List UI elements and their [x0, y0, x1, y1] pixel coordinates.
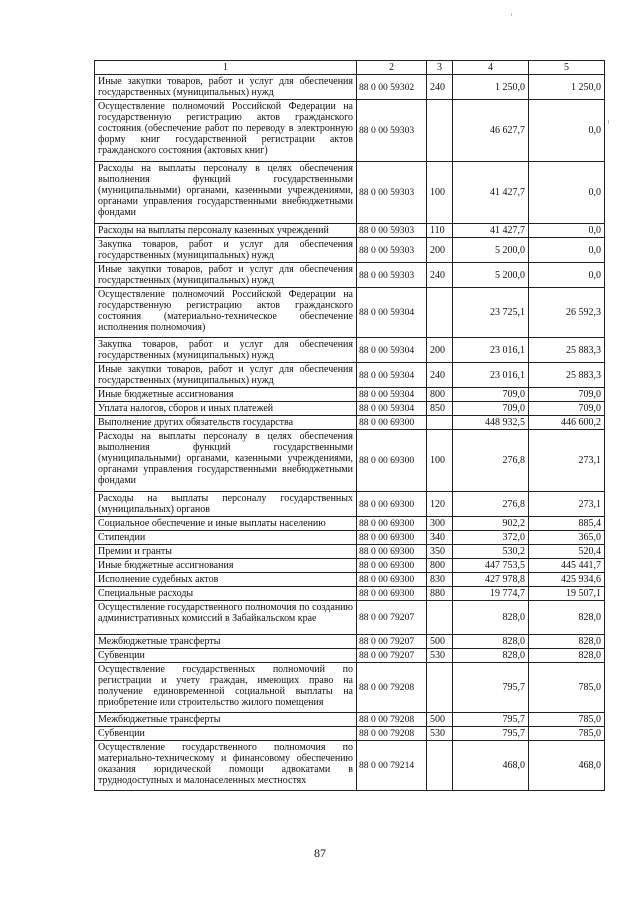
- row-expense-type: [427, 100, 453, 162]
- row-name: Иные закупки товаров, работ и услуг для обеспечения государственных (муниципальных) нужд: [95, 75, 357, 100]
- row-amount-col4: 448 932,5: [453, 416, 529, 430]
- row-amount-col5: 0,0: [529, 263, 605, 288]
- table-body: [95, 61, 605, 791]
- table-row: [95, 416, 605, 430]
- table-row: [95, 517, 605, 531]
- row-code: 88 0 00 59304: [357, 338, 427, 363]
- row-code: 88 0 00 69300: [357, 559, 427, 573]
- row-code: 88 0 00 59304: [357, 288, 427, 338]
- row-name: Осуществление государственного полномочия по созданию административных комиссий в Забайкальском крае: [95, 601, 357, 635]
- row-name: Социальное обеспечение и иные выплаты населению: [95, 517, 357, 531]
- row-name: Межбюджетные трансферты: [95, 635, 357, 649]
- row-expense-type: 200: [427, 238, 453, 263]
- row-amount-col4: 795,7: [453, 713, 529, 727]
- row-amount-col5: 1 250,0: [529, 75, 605, 100]
- row-amount-col4: 276,8: [453, 492, 529, 517]
- row-amount-col5: 19 507,1: [529, 587, 605, 601]
- row-code: 88 0 00 69300: [357, 531, 427, 545]
- row-code: 88 0 00 79208: [357, 727, 427, 741]
- row-name: Выполнение других обязательств государства: [95, 416, 357, 430]
- row-amount-col5: 785,0: [529, 713, 605, 727]
- row-amount-col5: 0,0: [529, 100, 605, 162]
- row-name: Иные бюджетные ассигнования: [95, 559, 357, 573]
- row-expense-type: 350: [427, 545, 453, 559]
- table-row: [95, 224, 605, 238]
- row-amount-col4: 795,7: [453, 727, 529, 741]
- table-row: [95, 492, 605, 517]
- row-amount-col5: 885,4: [529, 517, 605, 531]
- table-row: [95, 663, 605, 713]
- row-amount-col5: 828,0: [529, 649, 605, 663]
- header-col-5: 5: [529, 61, 605, 75]
- row-name: Осуществление полномочий Российской Федерации на государственную регистрацию актов гражданского состояния (обеспечение работ по переводу в электронную форму книг государственной регистрации актов гражданского состояния (актовых книг): [95, 100, 357, 162]
- row-name: Осуществление полномочий Российской Федерации на государственную регистрацию актов гражданского состояния (материально-техническое обеспечение исполнения полномочия): [95, 288, 357, 338]
- row-amount-col4: 23 016,1: [453, 363, 529, 388]
- row-amount-col4: 828,0: [453, 601, 529, 635]
- row-name: Закупка товаров, работ и услуг для обеспечения государственных (муниципальных) нужд: [95, 338, 357, 363]
- row-amount-col4: 276,8: [453, 430, 529, 492]
- row-amount-col5: 0,0: [529, 162, 605, 224]
- row-amount-col4: 427 978,8: [453, 573, 529, 587]
- row-code: 88 0 00 79207: [357, 649, 427, 663]
- row-name: Расходы на выплаты персоналу в целях обеспечения выполнения функций государственными (муниципальными) органами, казенными учреждениями, органами управления государственными внебюджетными фондами: [95, 162, 357, 224]
- row-name: Осуществление государственных полномочий по регистрации и учету граждан, имеющих право на получение единовременной социальной выплаты на приобретение или строительство жилого помещения: [95, 663, 357, 713]
- row-amount-col4: 795,7: [453, 663, 529, 713]
- row-code: 88 0 00 79207: [357, 635, 427, 649]
- row-name: Закупка товаров, работ и услуг для обеспечения государственных (муниципальных) нужд: [95, 238, 357, 263]
- row-code: 88 0 00 59303: [357, 100, 427, 162]
- table-row: [95, 727, 605, 741]
- row-code: 88 0 00 69300: [357, 430, 427, 492]
- row-amount-col4: 372,0: [453, 531, 529, 545]
- row-code: 88 0 00 69300: [357, 517, 427, 531]
- row-amount-col4: 709,0: [453, 402, 529, 416]
- row-name: Межбюджетные трансферты: [95, 713, 357, 727]
- row-code: 88 0 00 69300: [357, 492, 427, 517]
- row-expense-type: 500: [427, 713, 453, 727]
- scan-speck: [511, 13, 512, 16]
- row-code: 88 0 00 69300: [357, 545, 427, 559]
- row-amount-col4: 41 427,7: [453, 162, 529, 224]
- row-name: Уплата налогов, сборов и иных платежей: [95, 402, 357, 416]
- row-code: 88 0 00 69300: [357, 416, 427, 430]
- row-expense-type: 240: [427, 263, 453, 288]
- row-code: 88 0 00 59303: [357, 238, 427, 263]
- table-row: [95, 559, 605, 573]
- header-col-3: 3: [427, 61, 453, 75]
- row-amount-col5: 785,0: [529, 663, 605, 713]
- row-expense-type: [427, 601, 453, 635]
- row-expense-type: [427, 741, 453, 791]
- row-code: 88 0 00 69300: [357, 573, 427, 587]
- row-name: Расходы на выплаты персоналу в целях обеспечения выполнения функций государственными (муниципальными) органами, казенными учреждениями, органами управления государственными внебюджетными фондами: [95, 430, 357, 492]
- table-row: [95, 587, 605, 601]
- scan-speck: [608, 120, 609, 124]
- row-amount-col5: 468,0: [529, 741, 605, 791]
- row-amount-col5: 828,0: [529, 635, 605, 649]
- row-code: 88 0 00 79208: [357, 713, 427, 727]
- row-expense-type: [427, 663, 453, 713]
- table-row: [95, 573, 605, 587]
- row-amount-col5: 709,0: [529, 388, 605, 402]
- row-amount-col4: 41 427,7: [453, 224, 529, 238]
- row-expense-type: 530: [427, 727, 453, 741]
- table-row: [95, 162, 605, 224]
- row-expense-type: 850: [427, 402, 453, 416]
- row-amount-col5: 273,1: [529, 492, 605, 517]
- row-name: Субвенции: [95, 727, 357, 741]
- row-amount-col5: 0,0: [529, 238, 605, 263]
- row-amount-col5: 445 441,7: [529, 559, 605, 573]
- row-name: Расходы на выплаты персоналу казенных учреждений: [95, 224, 357, 238]
- header-col-1: 1: [95, 61, 357, 75]
- table-row: [95, 430, 605, 492]
- budget-table: [94, 60, 605, 791]
- table-row: [95, 402, 605, 416]
- row-amount-col5: 365,0: [529, 531, 605, 545]
- table-row: [95, 601, 605, 635]
- row-amount-col4: 5 200,0: [453, 263, 529, 288]
- header-col-4: 4: [453, 61, 529, 75]
- row-name: Расходы на выплаты персоналу государственных (муниципальных) органов: [95, 492, 357, 517]
- row-amount-col5: 828,0: [529, 601, 605, 635]
- row-expense-type: 800: [427, 559, 453, 573]
- row-name: Иные бюджетные ассигнования: [95, 388, 357, 402]
- table-row: [95, 545, 605, 559]
- table-row: [95, 388, 605, 402]
- row-name: Исполнение судебных актов: [95, 573, 357, 587]
- row-code: 88 0 00 59303: [357, 162, 427, 224]
- row-amount-col4: 902,2: [453, 517, 529, 531]
- row-expense-type: 100: [427, 430, 453, 492]
- table-row: [95, 363, 605, 388]
- row-code: 88 0 00 59304: [357, 402, 427, 416]
- row-expense-type: 800: [427, 388, 453, 402]
- row-name: Специальные расходы: [95, 587, 357, 601]
- row-expense-type: 340: [427, 531, 453, 545]
- row-amount-col4: 828,0: [453, 635, 529, 649]
- table-row: [95, 338, 605, 363]
- row-code: 88 0 00 59302: [357, 75, 427, 100]
- table-row: [95, 635, 605, 649]
- row-code: 88 0 00 79208: [357, 663, 427, 713]
- row-expense-type: 830: [427, 573, 453, 587]
- row-name: Иные закупки товаров, работ и услуг для обеспечения государственных (муниципальных) нужд: [95, 263, 357, 288]
- row-code: 88 0 00 59303: [357, 263, 427, 288]
- row-amount-col4: 5 200,0: [453, 238, 529, 263]
- row-amount-col5: 520,4: [529, 545, 605, 559]
- row-code: 88 0 00 59303: [357, 224, 427, 238]
- table-row: [95, 741, 605, 791]
- row-name: Иные закупки товаров, работ и услуг для обеспечения государственных (муниципальных) нужд: [95, 363, 357, 388]
- row-expense-type: 300: [427, 517, 453, 531]
- row-amount-col5: 709,0: [529, 402, 605, 416]
- row-amount-col4: 468,0: [453, 741, 529, 791]
- row-expense-type: 240: [427, 363, 453, 388]
- row-amount-col5: 25 883,3: [529, 338, 605, 363]
- table-row: [95, 100, 605, 162]
- row-expense-type: 500: [427, 635, 453, 649]
- row-amount-col4: 530,2: [453, 545, 529, 559]
- row-amount-col4: 1 250,0: [453, 75, 529, 100]
- table-row: [95, 288, 605, 338]
- table-row: [95, 75, 605, 100]
- row-amount-col4: 23 725,1: [453, 288, 529, 338]
- row-expense-type: [427, 288, 453, 338]
- row-expense-type: 240: [427, 75, 453, 100]
- row-code: 88 0 00 59304: [357, 388, 427, 402]
- row-name: Премии и гранты: [95, 545, 357, 559]
- row-amount-col4: 23 016,1: [453, 338, 529, 363]
- row-code: 88 0 00 69300: [357, 587, 427, 601]
- row-amount-col4: 19 774,7: [453, 587, 529, 601]
- row-code: 88 0 00 59304: [357, 363, 427, 388]
- row-expense-type: 100: [427, 162, 453, 224]
- row-amount-col5: 446 600,2: [529, 416, 605, 430]
- row-amount-col5: 273,1: [529, 430, 605, 492]
- row-code: 88 0 00 79207: [357, 601, 427, 635]
- row-expense-type: 880: [427, 587, 453, 601]
- row-amount-col4: 46 627,7: [453, 100, 529, 162]
- row-expense-type: 120: [427, 492, 453, 517]
- row-amount-col5: 425 934,6: [529, 573, 605, 587]
- table-header-row: [95, 61, 605, 75]
- table-row: [95, 531, 605, 545]
- table-row: [95, 649, 605, 663]
- header-col-2: 2: [357, 61, 427, 75]
- row-amount-col5: 26 592,3: [529, 288, 605, 338]
- table-row: [95, 263, 605, 288]
- row-expense-type: 200: [427, 338, 453, 363]
- row-name: Субвенции: [95, 649, 357, 663]
- row-amount-col5: 785,0: [529, 727, 605, 741]
- row-expense-type: 110: [427, 224, 453, 238]
- row-expense-type: 530: [427, 649, 453, 663]
- table-row: [95, 713, 605, 727]
- page-number: 87: [314, 846, 326, 860]
- table-row: [95, 238, 605, 263]
- row-amount-col4: 447 753,5: [453, 559, 529, 573]
- row-name: Осуществление государственного полномочия по материально-техническому и финансовому обеспечению оказания юридической помощи адвокатами в труднодоступных и малонаселенных местностях: [95, 741, 357, 791]
- row-amount-col4: 709,0: [453, 388, 529, 402]
- row-name: Стипендии: [95, 531, 357, 545]
- row-amount-col4: 828,0: [453, 649, 529, 663]
- row-amount-col5: 25 883,3: [529, 363, 605, 388]
- row-code: 88 0 00 79214: [357, 741, 427, 791]
- row-expense-type: [427, 416, 453, 430]
- row-amount-col5: 0,0: [529, 224, 605, 238]
